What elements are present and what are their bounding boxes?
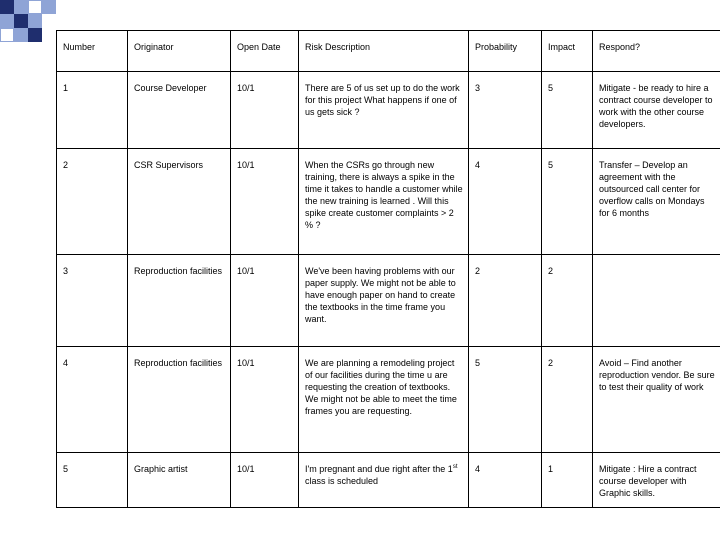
cell-open-date: 10/1 [231,453,299,508]
cell-impact: 5 [542,149,593,255]
description-text-start: I'm pregnant and due right after the 1 [305,464,453,474]
cell-probability: 5 [469,347,542,453]
cell-risk-description: When the CSRs go through new training, there is always a spike in the time it takes to handle a customer while the new training is learned . Will this spike create customer complaints > 2 % ? [299,149,469,255]
cell-number: 2 [57,149,128,255]
table-row [57,72,720,149]
cell-probability: 4 [469,453,542,508]
header-probability: Probability [469,31,542,72]
header-respond: Respond? [593,31,720,72]
cell-number: 5 [57,453,128,508]
cell-respond: Mitigate : Hire a contract course developer with Graphic skills. [593,453,720,508]
cell-risk-description [299,453,469,508]
cell-respond: Mitigate - be ready to hire a contract course developer to work with the other course developers. [593,72,720,149]
cell-originator: Reproduction facilities [128,347,231,453]
table-row [57,347,720,453]
cell-probability: 3 [469,72,542,149]
header-impact: Impact [542,31,593,72]
table-row [57,453,720,508]
cell-probability: 4 [469,149,542,255]
cell-impact: 2 [542,255,593,347]
corner-squares-decoration [0,0,60,45]
header-risk-description: Risk Description [299,31,469,72]
cell-respond [593,255,720,347]
cell-originator: CSR Supervisors [128,149,231,255]
cell-originator: Course Developer [128,72,231,149]
cell-originator: Graphic artist [128,453,231,508]
cell-probability: 2 [469,255,542,347]
cell-open-date: 10/1 [231,255,299,347]
cell-impact: 2 [542,347,593,453]
table-header-row [57,31,720,72]
cell-open-date: 10/1 [231,347,299,453]
cell-number: 4 [57,347,128,453]
cell-number: 1 [57,72,128,149]
cell-risk-description: We are planning a remodeling project of our facilities during the time u are requesting the creation of textbooks. We might not be able to meet the time frames you are requesting. [299,347,469,453]
description-text-end: class is scheduled [305,476,379,486]
cell-respond: Transfer – Develop an agreement with the outsourced call center for overflow calls on Mondays for 6 months [593,149,720,255]
cell-risk-description: We've been having problems with our paper supply. We might not be able to have enough paper on hand to create the textbooks in the time frame you want. [299,255,469,347]
cell-originator: Reproduction facilities [128,255,231,347]
cell-risk-description: There are 5 of us set up to do the work for this project What happens if one of us gets sick ? [299,72,469,149]
cell-number: 3 [57,255,128,347]
header-open-date: Open Date [231,31,299,72]
ordinal-suffix: st [452,464,458,470]
table-row [57,255,720,347]
risk-register-table [56,30,720,508]
header-originator: Originator [128,31,231,72]
cell-impact: 5 [542,72,593,149]
cell-impact: 1 [542,453,593,508]
cell-open-date: 10/1 [231,72,299,149]
header-number: Number [57,31,128,72]
cell-open-date: 10/1 [231,149,299,255]
table-row [57,149,720,255]
cell-respond: Avoid – Find another reproduction vendor. Be sure to test their quality of work [593,347,720,453]
